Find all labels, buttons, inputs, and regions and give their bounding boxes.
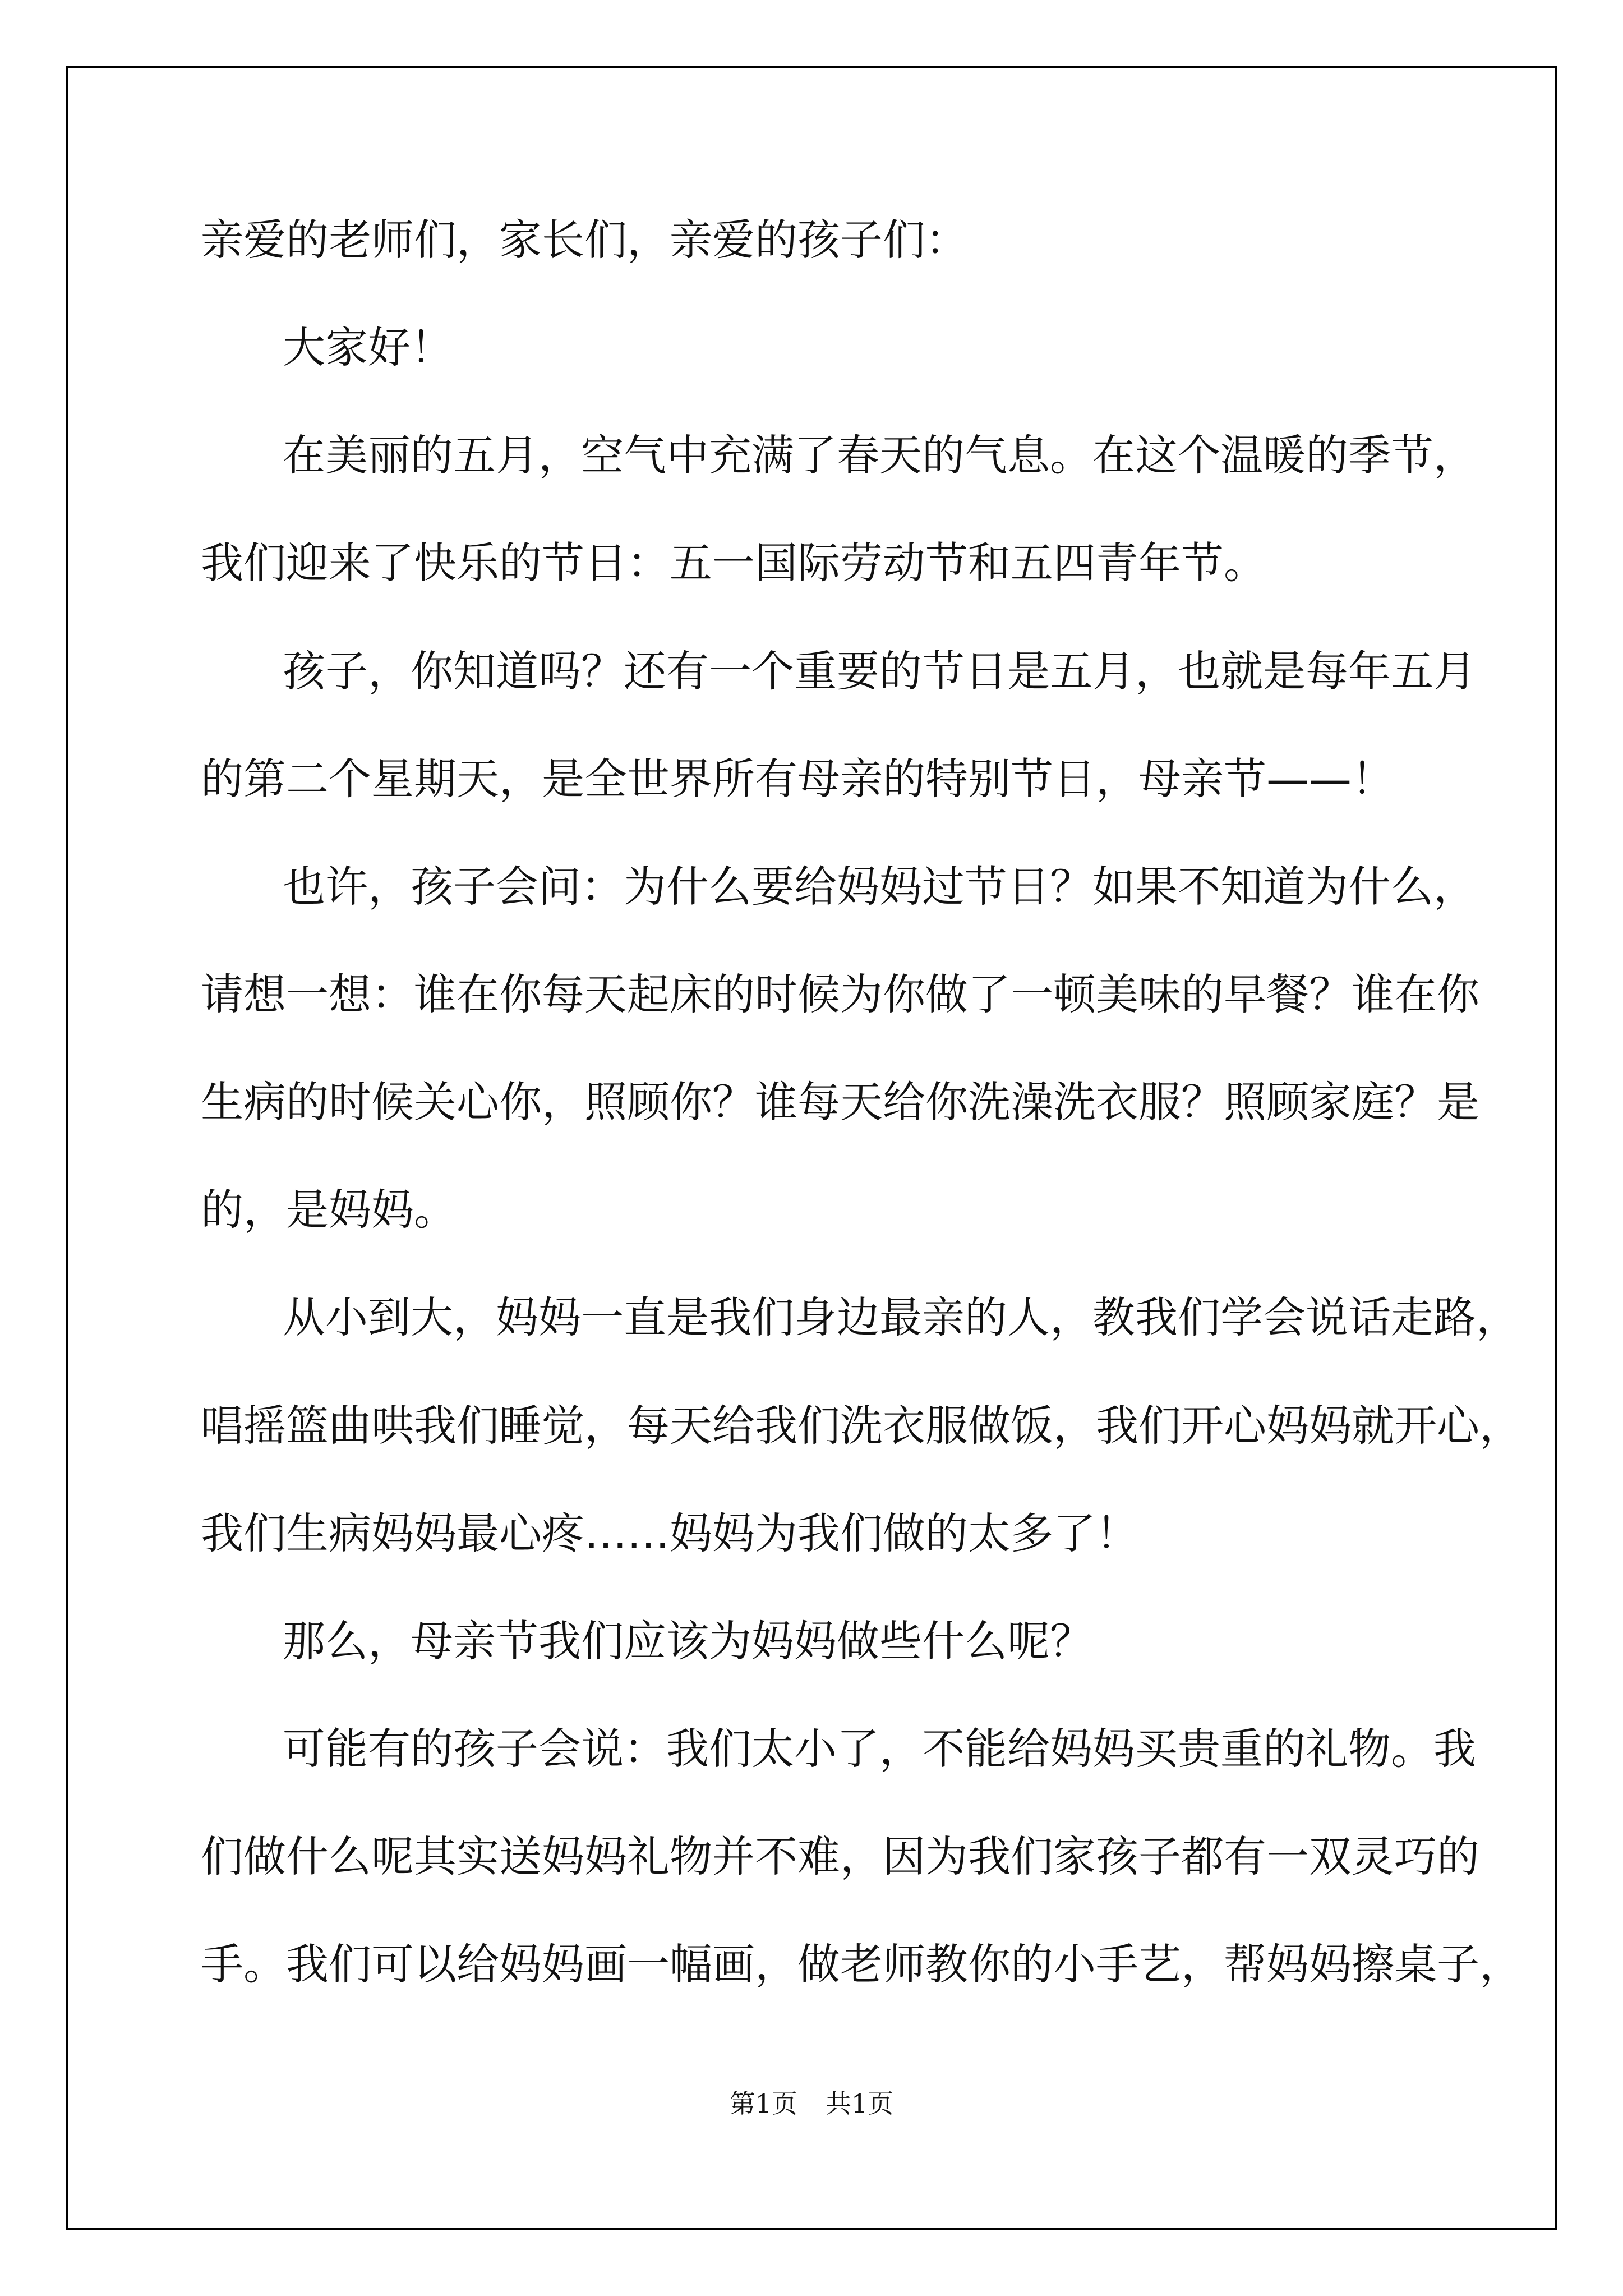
text-line: 请想一想：谁在你每天起床的时候为你做了一顿美味的早餐？谁在你 (201, 969, 1479, 1019)
text-line: 可能有的孩子会说：我们太小了，不能给妈妈买贵重的礼物。我 (283, 1724, 1476, 1774)
page-total: 共1页 (826, 2088, 894, 2119)
text-line: 大家好！ (283, 323, 453, 372)
text-line: 孩子，你知道吗？还有一个重要的节日是五月，也就是每年五月 (283, 646, 1476, 696)
page-border (66, 66, 1557, 2230)
text-line: 的，是妈妈。 (201, 1185, 457, 1235)
text-line: 生病的时候关心你，照顾你？谁每天给你洗澡洗衣服？照顾家庭？是 (201, 1077, 1479, 1127)
text-line: 在美丽的五月，空气中充满了春天的气息。在这个温暖的季节， (283, 430, 1476, 480)
text-line: 亲爱的老师们，家长们，亲爱的孩子们： (201, 215, 968, 265)
page-number: 第1页 (729, 2088, 797, 2119)
text-line: 那么，母亲节我们应该为妈妈做些什么呢？ (283, 1616, 1092, 1666)
text-line: 我们迎来了快乐的节日：五一国际劳动节和五四青年节。 (201, 538, 1266, 588)
text-line: 们做什么呢其实送妈妈礼物并不难，因为我们家孩子都有一双灵巧的 (201, 1832, 1479, 1881)
text-line: 我们生病妈妈最心疼……妈妈为我们做的太多了！ (201, 1508, 1138, 1558)
text-line: 唱摇篮曲哄我们睡觉，每天给我们洗衣服做饭，我们开心妈妈就开心， (201, 1401, 1522, 1451)
text-line: 手。我们可以给妈妈画一幅画，做老师教你的小手艺，帮妈妈擦桌子， (201, 1939, 1522, 1989)
text-line: 从小到大，妈妈一直是我们身边最亲的人，教我们学会说话走路， (283, 1292, 1519, 1342)
text-line: 也许，孩子会问：为什么要给妈妈过节日？如果不知道为什么， (283, 862, 1476, 912)
text-line: 的第二个星期天，是全世界所有母亲的特别节日，母亲节——！ (201, 754, 1394, 804)
page-footer (0, 2084, 1623, 2123)
